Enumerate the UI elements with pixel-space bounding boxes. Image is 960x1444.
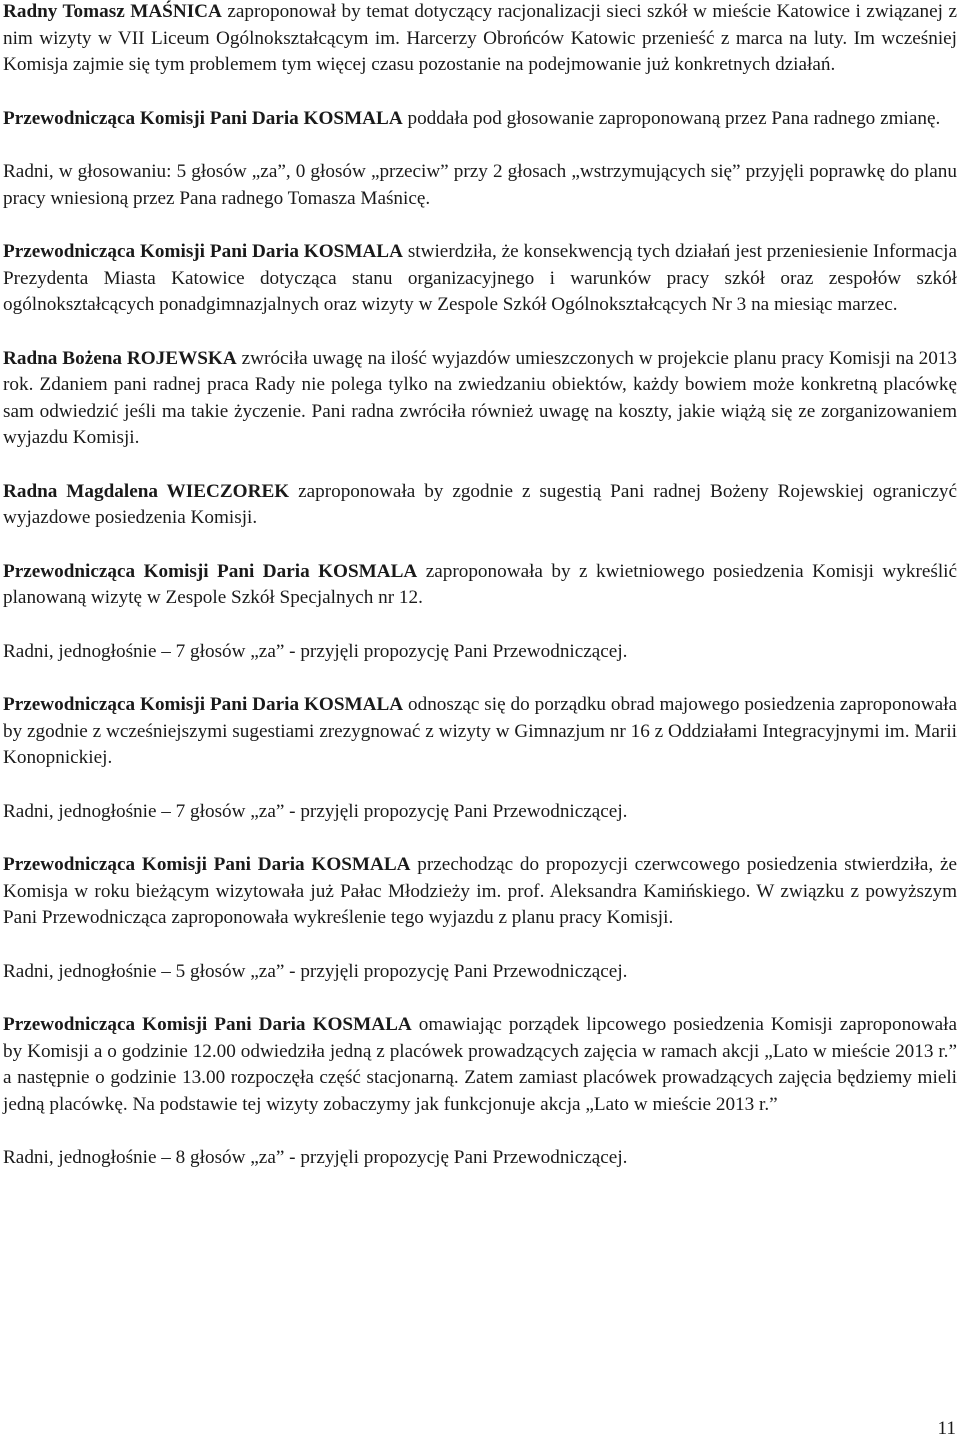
paragraph-14 (3, 1145, 957, 1172)
speaker-name: Przewodnicząca Komisji Pani Daria KOSMALA (3, 107, 403, 129)
paragraph-1 (3, 0, 957, 79)
speaker-name: Przewodnicząca Komisji Pani Daria KOSMALA (3, 1014, 412, 1035)
paragraph-text: Radni, jednogłośnie – 8 głosów „za” - przyjęli propozycję Pani Przewodniczącej. (3, 1147, 628, 1168)
speaker-name: Radny Tomasz MAŚNICA (3, 1, 222, 22)
paragraph-text: Radni, jednogłośnie – 5 głosów „za” - przyjęli propozycję Pani Przewodniczącej. (3, 960, 628, 982)
paragraph-7 (3, 559, 957, 612)
paragraph-text: zwróciła uwagę na ilość wyjazdów umieszczonych w projekcie planu pracy Komisji na 2013 rok. Zdaniem pani radnej praca Rady nie polega tylko na zwiedzaniu obiektów, każdy bowiem może konkretną placówkę sam odwiedzić jeśli ma takie życzenie. Pani radna zwróciła również uwagę na koszty, jakie wiążą się ze zorganizowaniem wyjazdu Komisji. (3, 347, 957, 448)
paragraph-text: omawiając porządek lipcowego posiedzenia Komisji zaproponowała by Komisji a o godzinie 12.00 odwiedziła jedną z placówek prowadzących zajęcia w ramach akcji „Lato w mieście 2013 r.” a następnie o godzinie 13.00 rozpoczęła część stacjonarną. Zatem zamiast placówek prowadzących zajęcia będziemy mieli jedną placówkę. Na podstawie tej wizyty zobaczymy jak funkcjonuje akcja „Lato w mieście 2013 r.” (3, 1014, 957, 1115)
speaker-name: Przewodnicząca Komisji Pani Daria KOSMALA (3, 854, 411, 875)
speaker-name: Radna Bożena ROJEWSKA (3, 347, 237, 369)
paragraph-text: poddała pod głosowanie zaproponowaną przez Pana radnego zmianę. (402, 107, 941, 129)
document-page (3, 0, 957, 1172)
paragraph-text: zaproponowała by z kwietniowego posiedzenia Komisji wykreślić planowaną wizytę w Zespole Szkół Specjalnych nr 12. (3, 560, 957, 608)
paragraph-text: stwierdziła, że konsekwencją tych działań jest przeniesienie Informacja Prezydenta Miasta Katowice dotycząca stanu organizacyjnego i warunków pracy szkół oraz zespołów szkół ogólnokształcących ponadgimnazjalnych oraz wizyty w Zespole Szkół Ogólnokształcących Nr 3 na miesiąc marzec. (3, 241, 957, 315)
paragraph-2 (3, 106, 957, 133)
speaker-name: Przewodnicząca Komisji Pani Daria KOSMALA (3, 694, 404, 715)
paragraph-8 (3, 639, 957, 666)
paragraph-13 (3, 1012, 957, 1118)
page-number: 11 (937, 1418, 956, 1439)
paragraph-5 (3, 346, 957, 452)
paragraph-text: zaproponował by temat dotyczący racjonalizacji sieci szkół w mieście Katowice i związanej z nim wizyty w VII Liceum Ogólnokształcącym im. Harcerzy Obrońców Katowic przenieść z marca na luty. Im wcześniej Komisja zajmie się tym problemem tym więcej czasu pozostanie na podejmowanie już konkretnych działań. (3, 1, 958, 75)
paragraph-4 (3, 239, 957, 319)
paragraph-text: odnosząc się do porządku obrad majowego posiedzenia zaproponowała by zgodnie z wcześniejszymi sugestiami zrezygnować z wizyty w Gimnazjum nr 16 z Oddziałami Integracyjnymi im. Marii Konopnickiej. (3, 694, 957, 768)
paragraph-10 (3, 799, 957, 826)
paragraph-9 (3, 692, 957, 772)
paragraph-text: przechodząc do propozycji czerwcowego posiedzenia stwierdziła, że Komisja w roku bieżącym wizytowała już Pałac Młodzieży im. prof. Aleksandra Kamińskiego. W związku z powyższym Pani Przewodnicząca zaproponowała wykreślenie tego wyjazdu z planu pracy Komisji. (3, 854, 958, 928)
speaker-name: Przewodnicząca Komisji Pani Daria KOSMALA (3, 241, 403, 262)
paragraph-11 (3, 852, 957, 932)
paragraph-text: Radni, w głosowaniu: 5 głosów „za”, 0 głosów „przeciw” przy 2 głosach „wstrzymujących się” przyjęli poprawkę do planu pracy wniesioną przez Pana radnego Tomasza Maśnicę. (3, 161, 957, 209)
paragraph-12 (3, 959, 957, 986)
paragraph-6 (3, 479, 957, 532)
paragraph-text: Radni, jednogłośnie – 7 głosów „za” - przyjęli propozycję Pani Przewodniczącej. (3, 800, 628, 822)
speaker-name: Przewodnicząca Komisji Pani Daria KOSMALA (3, 560, 418, 582)
paragraph-text: zaproponowała by zgodnie z sugestią Pani radnej Bożeny Rojewskiej ograniczyć wyjazdowe posiedzenia Komisji. (3, 480, 958, 528)
paragraph-text: Radni, jednogłośnie – 7 głosów „za” - przyjęli propozycję Pani Przewodniczącej. (3, 640, 628, 662)
speaker-name: Radna Magdalena WIECZOREK (3, 480, 290, 502)
paragraph-3 (3, 159, 957, 212)
